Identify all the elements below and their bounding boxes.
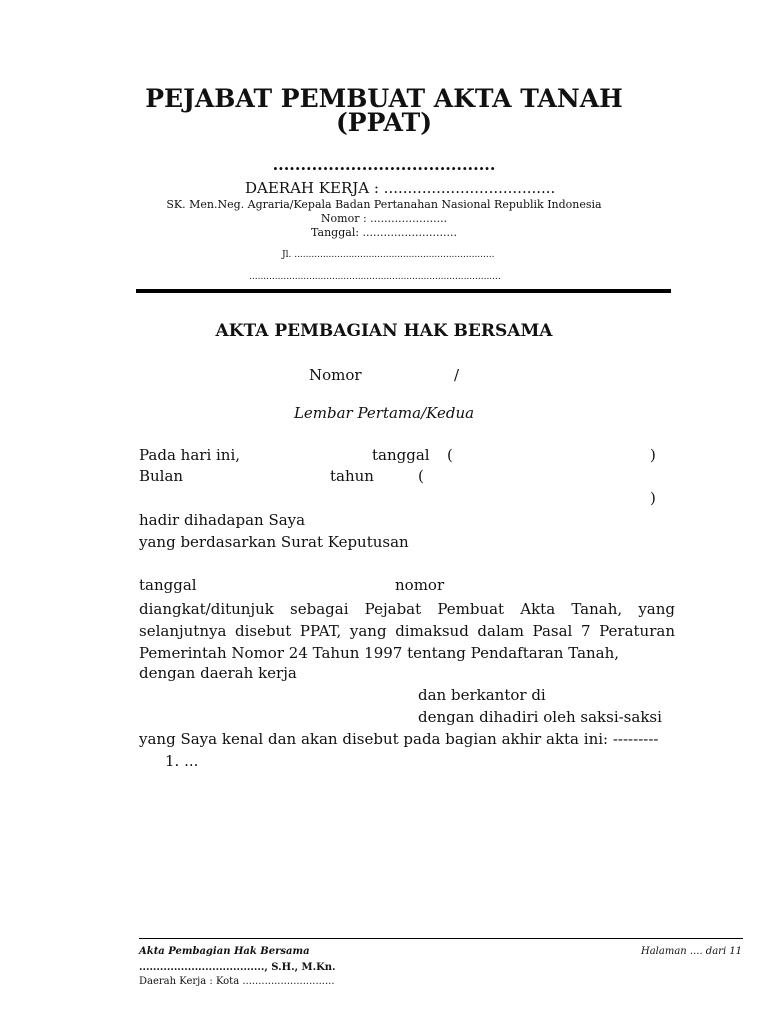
open-paren-2: ( [418,467,424,485]
daerah-kerja-header: DAERAH KERJA : .................................... [245,179,556,197]
deed-nomor-label: Nomor [309,366,362,384]
appointment-paragraph-text: diangkat/ditunjuk sebagai Pejabat Pembuat Akta Tanah, yang selanjutnya disebut PPAT, yang dimaksud dalam Pasal 7 Peraturan Pemerintah Nomor 24 Tahun 1997 tentang Pendaftaran Tanah, [139,600,675,662]
tanggal-label: tanggal [372,446,430,464]
nomor-sk-label: nomor [395,576,445,594]
address-street: Jl. ...................................................................... [282,250,495,260]
list-item-1: 1. ... [165,752,199,770]
sk-line: SK. Men.Neg. Agraria/Kepala Badan Pertanahan Nasional Republik Indonesia [166,198,602,211]
tahun-label: tahun [330,467,374,485]
deed-nomor-slash: / [454,366,460,384]
footer-page-info: Halaman .... dari 11 [641,946,743,957]
header-divider [136,289,671,293]
berdasarkan-text: yang berdasarkan Surat Keputusan [139,533,409,551]
open-paren-1: ( [447,446,453,464]
bulan-label: Bulan [139,467,184,485]
office-abbrev: (PPAT) [335,108,433,137]
office-title: PEJABAT PEMBUAT AKTA TANAH [145,84,623,113]
close-paren-2: ) [650,489,656,507]
footer-doc-title: Akta Pembagian Hak Bersama [139,946,310,957]
footer-daerah: Daerah Kerja : Kota ............................. [139,976,335,987]
pada-hari-ini: Pada hari ini, [139,446,241,464]
close-paren-1: ) [650,446,656,464]
hadir-text: hadir dihadapan Saya [139,511,306,529]
saksi-text: dengan dihadiri oleh saksi-saksi [418,708,662,726]
berkantor-text: dan berkantor di [418,686,546,704]
address-line: ........................................................................................ [249,272,501,282]
footer-signer: ...................................., S.H., M.Kn. [139,962,336,973]
footer-divider [139,938,743,939]
tanggal-sk-label: tanggal [139,576,197,594]
ppat-name-placeholder: ........................................ [272,155,496,174]
appointment-paragraph [139,598,675,664]
sk-tanggal: Tanggal: ........................... [311,226,457,239]
sk-nomor: Nomor : ...................... [320,212,448,225]
lembar-label: Lembar Pertama/Kedua [293,404,475,422]
kenal-text: yang Saya kenal dan akan disebut pada bagian akhir akta ini: --------- [139,730,659,748]
daerah-kerja-text: dengan daerah kerja [139,664,297,682]
deed-title: AKTA PEMBAGIAN HAK BERSAMA [215,321,553,341]
